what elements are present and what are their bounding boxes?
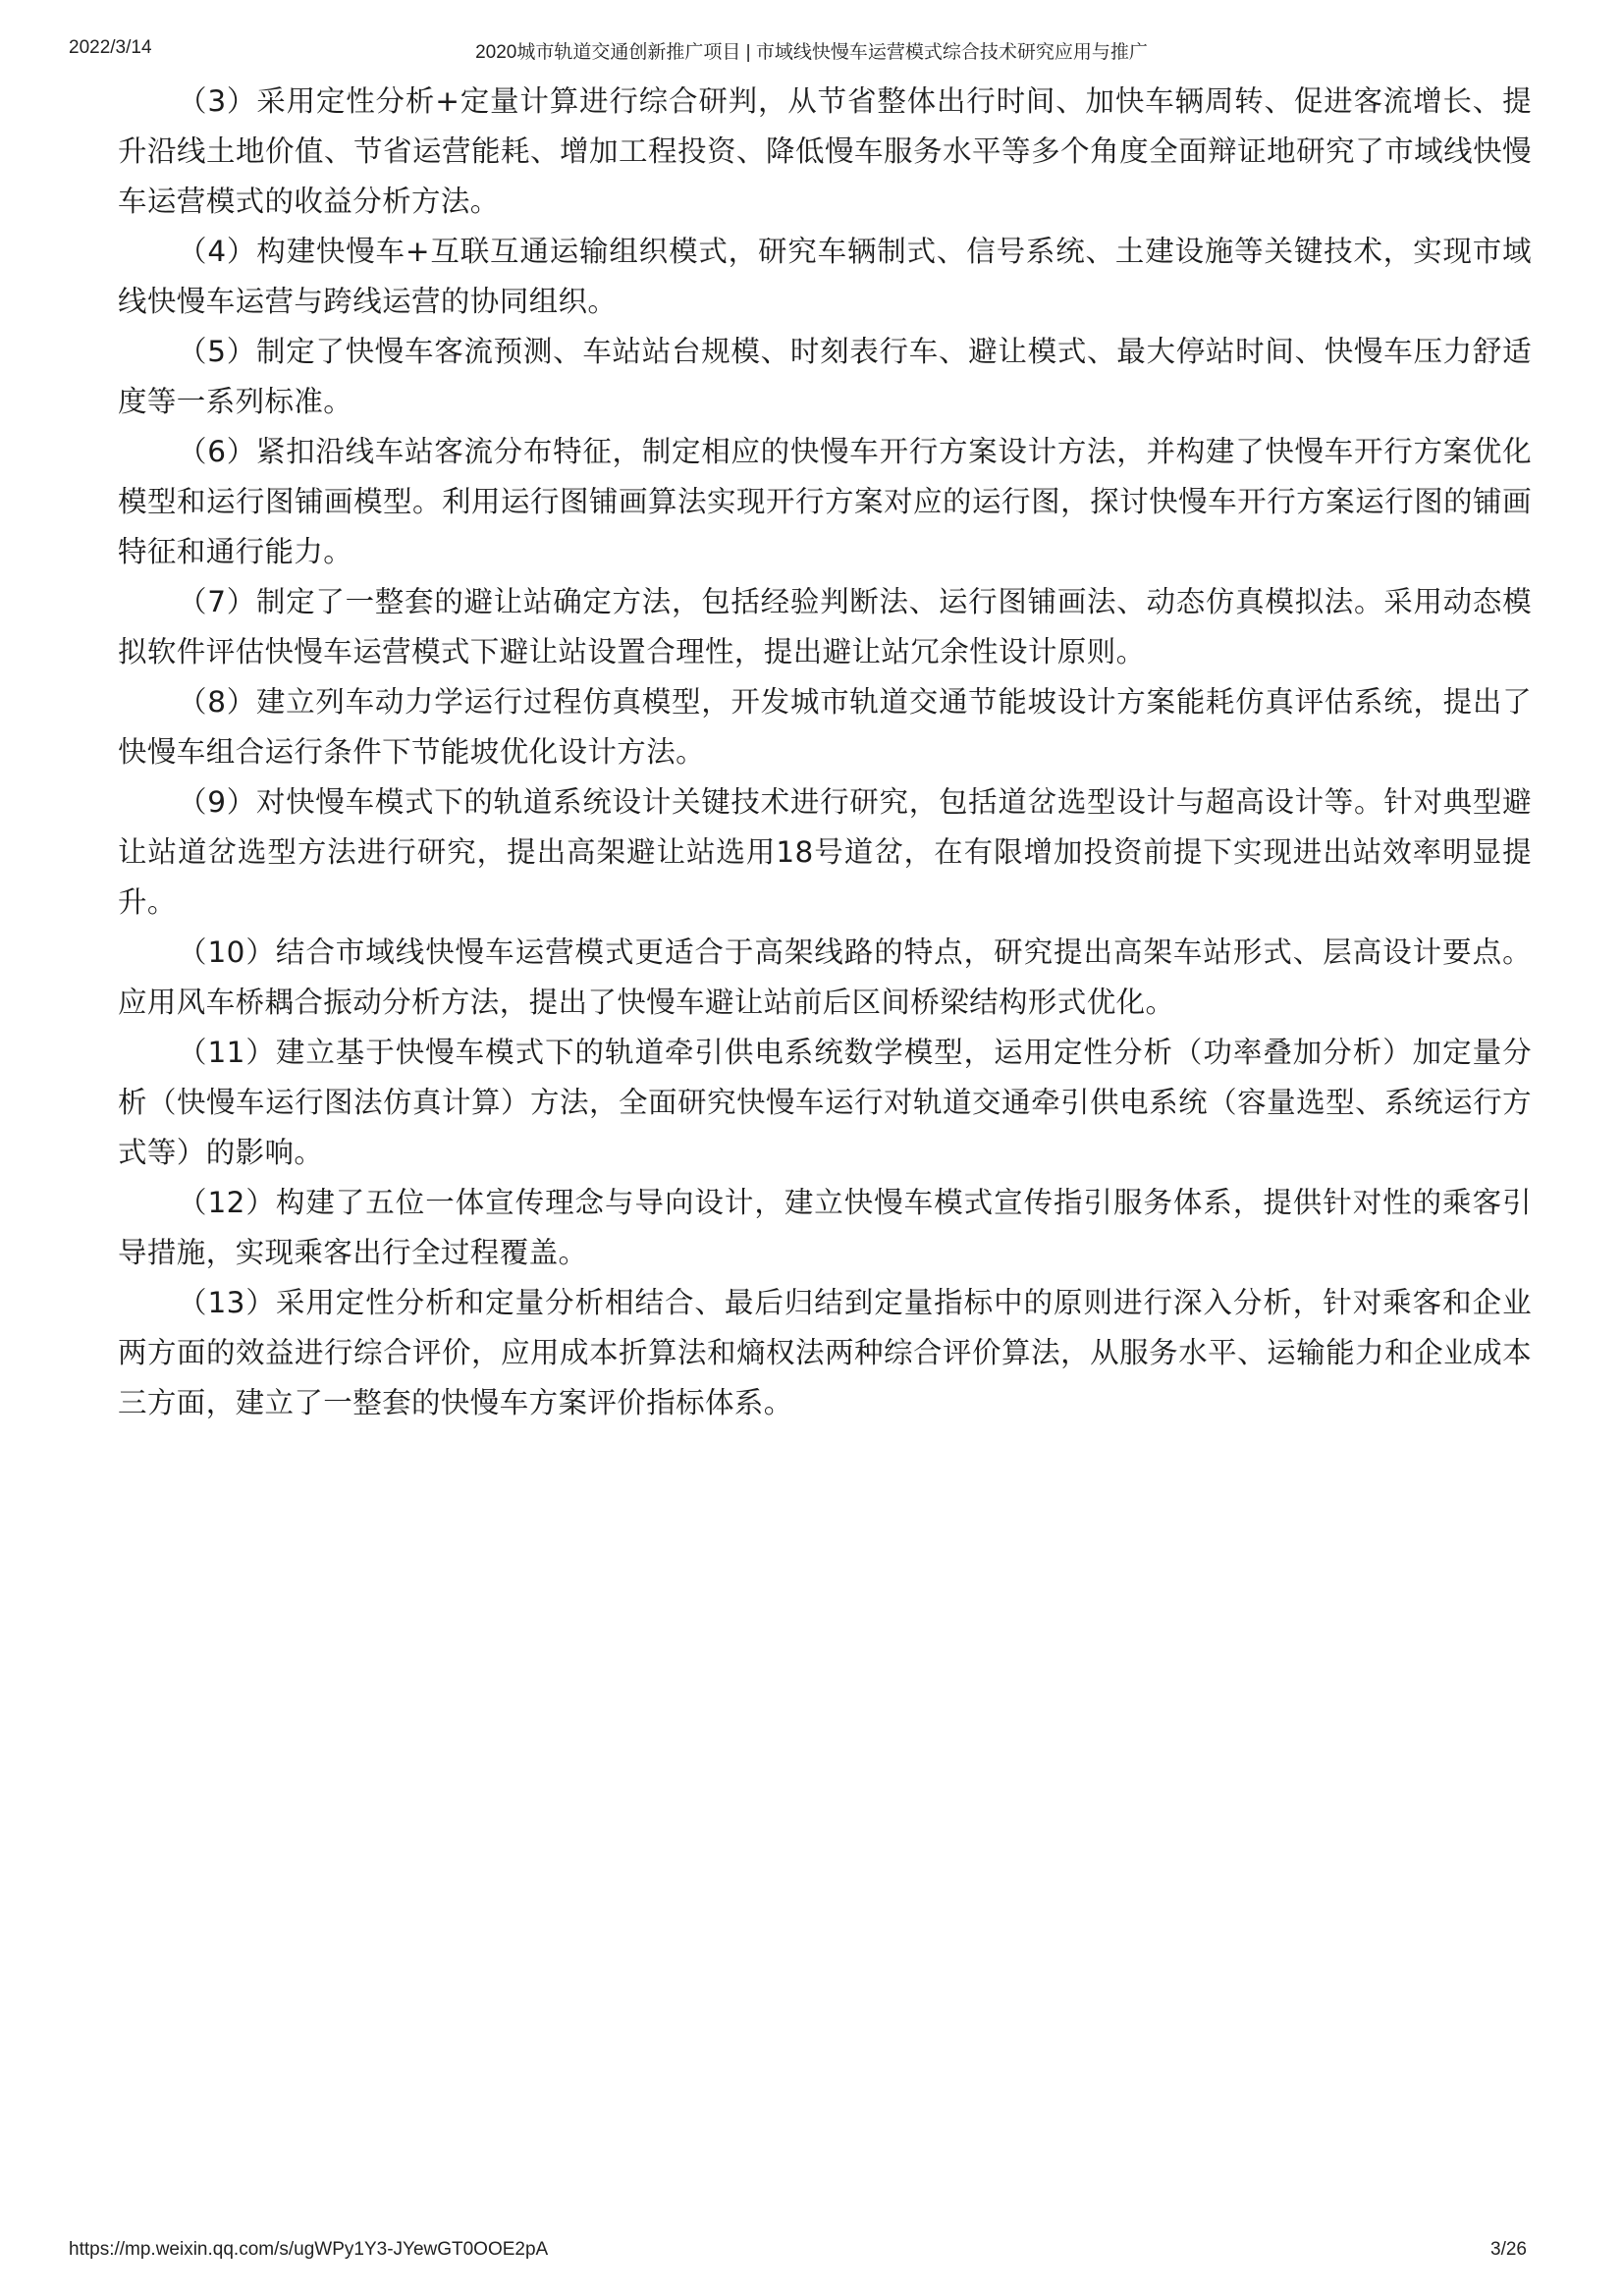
print-date: 2022/3/14 xyxy=(69,37,152,58)
source-url: https://mp.weixin.qq.com/s/ugWPy1Y3-JYewGT0OOE2pA xyxy=(69,2239,549,2260)
article-paragraph-13: （13）采用定性分析和定量分析相结合、最后归结到定量指标中的原则进行深入分析，针对乘客和企业两方面的效益进行综合评价，应用成本折算法和熵权法两种综合评价算法，从服务水平、运输能力和企业成本三方面，建立了一整套的快慢车方案评价指标体系。 xyxy=(118,1286,1532,1419)
print-header xyxy=(0,37,1623,65)
article-paragraph-4: （4）构建快慢车+互联互通运输组织模式，研究车辆制式、信号系统、土建设施等关键技术，实现市域线快慢车运营与跨线运营的协同组织。 xyxy=(118,235,1532,318)
article-paragraph-8: （8）建立列车动力学运行过程仿真模型，开发城市轨道交通节能坡设计方案能耗仿真评估系统，提出了快慢车组合运行条件下节能坡优化设计方法。 xyxy=(118,685,1532,769)
article-paragraph-9: （9）对快慢车模式下的轨道系统设计关键技术进行研究，包括道岔选型设计与超高设计等。针对典型避让站道岔选型方法进行研究，提出高架避让站选用18号道岔，在有限增加投资前提下实现进出站效率明显提升。 xyxy=(118,785,1532,919)
page-title: 2020城市轨道交通创新推广项目 | 市域线快慢车运营模式综合技术研究应用与推广 xyxy=(475,42,1148,63)
print-footer xyxy=(0,2239,1623,2267)
article-paragraph-3: （3）采用定性分析+定量计算进行综合研判，从节省整体出行时间、加快车辆周转、促进客流增长、提升沿线土地价值、节省运营能耗、增加工程投资、降低慢车服务水平等多个角度全面辩证地研究了市域线快慢车运营模式的收益分析方法。 xyxy=(118,84,1532,218)
article-paragraph-10: （10）结合市域线快慢车运营模式更适合于高架线路的特点，研究提出高架车站形式、层高设计要点。应用风车桥耦合振动分析方法，提出了快慢车避让站前后区间桥梁结构形式优化。 xyxy=(118,935,1532,1019)
article-paragraph-7: （7）制定了一整套的避让站确定方法，包括经验判断法、运行图铺画法、动态仿真模拟法。采用动态模拟软件评估快慢车运营模式下避让站设置合理性，提出避让站冗余性设计原则。 xyxy=(118,585,1532,668)
article-paragraph-12: （12）构建了五位一体宣传理念与导向设计，建立快慢车模式宣传指引服务体系，提供针对性的乘客引导措施，实现乘客出行全过程覆盖。 xyxy=(118,1186,1532,1269)
article-paragraph-5: （5）制定了快慢车客流预测、车站站台规模、时刻表行车、避让模式、最大停站时间、快慢车压力舒适度等一系列标准。 xyxy=(118,335,1532,418)
article-paragraph-11: （11）建立基于快慢车模式下的轨道牵引供电系统数学模型，运用定性分析（功率叠加分析）加定量分析（快慢车运行图法仿真计算）方法，全面研究快慢车运行对轨道交通牵引供电系统（容量选型、系统运行方式等）的影响。 xyxy=(118,1036,1532,1169)
article-body xyxy=(118,77,1532,1428)
article-paragraph-6: （6）紧扣沿线车站客流分布特征，制定相应的快慢车开行方案设计方法，并构建了快慢车开行方案优化模型和运行图铺画模型。利用运行图铺画算法实现开行方案对应的运行图，探讨快慢车开行方案运行图的铺画特征和通行能力。 xyxy=(118,435,1532,568)
page-number: 3/26 xyxy=(1490,2239,1527,2260)
